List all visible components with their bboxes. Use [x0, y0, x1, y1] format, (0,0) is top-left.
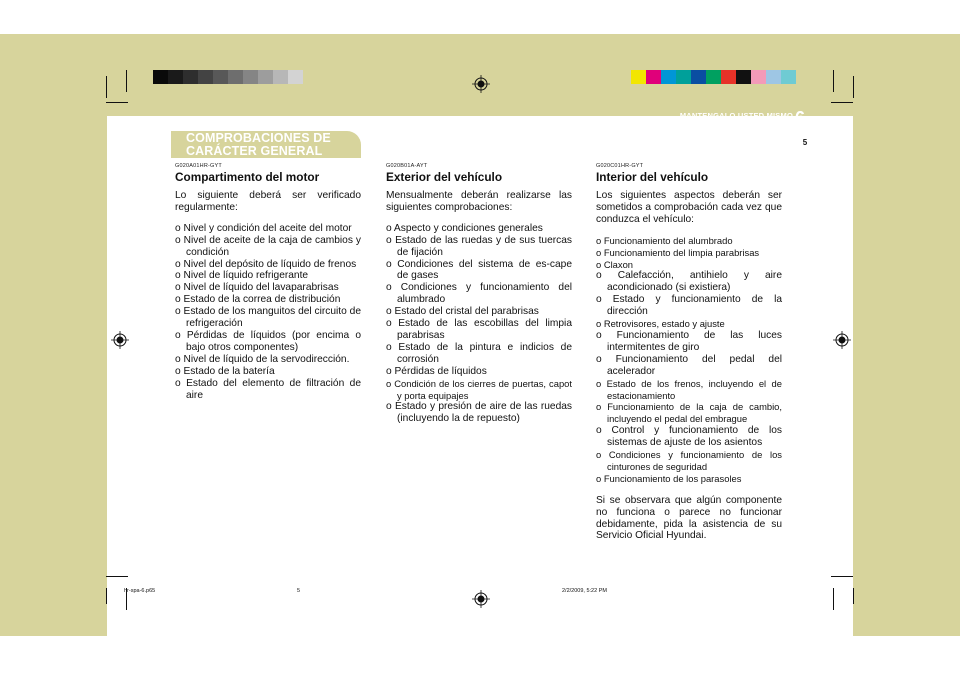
section-code: G020B01A-AYT [386, 163, 428, 169]
section-title: COMPROBACIONES DE CARÁCTER GENERAL [186, 131, 331, 158]
list-item: o Estado de las escobillas del limpia parabrisas [386, 318, 572, 341]
gray-swatch [288, 70, 303, 84]
color-swatch [661, 70, 676, 84]
list-item: o Control y funcionamiento de los sistemas de ajuste de los asientos [596, 425, 782, 449]
list-item: o Estado de las ruedas y de sus tuercas de fijación [386, 234, 572, 258]
gray-swatch [273, 70, 288, 84]
registration-mark-icon [111, 331, 129, 349]
color-swatch [721, 70, 736, 84]
color-calibration-strip [631, 70, 796, 84]
section-heading: Exterior del vehículo [386, 170, 503, 184]
gray-swatch [228, 70, 243, 84]
list-item: o Aspecto y condiciones generales [386, 222, 543, 234]
list-item: o Estado de los frenos, incluyendo el de estacionamiento [596, 377, 782, 401]
registration-mark-icon [472, 75, 490, 93]
gray-swatch [168, 70, 183, 84]
list-item: o Retrovisores, estado y ajuste [596, 318, 725, 330]
list-item: o Condición de los cierres de puertas, capot y porta equipajes [386, 377, 572, 401]
list-item: o Funcionamiento del alumbrado [596, 234, 733, 246]
list-item: o Claxon [596, 258, 634, 270]
list-item: o Estado y funcionamiento de la dirección [596, 294, 782, 318]
list-item: o Nivel del depósito de líquido de frenos [175, 258, 357, 270]
list-item: o Calefacción, antihielo y aire acondicionado (si existiera) [596, 270, 782, 294]
list-item: o Condiciones y funcionamiento de los cinturones de seguridad [596, 449, 782, 472]
checklist [386, 223, 572, 425]
gray-swatch [258, 70, 273, 84]
list-item: o Funcionamiento de la caja de cambio, incluyendo el pedal del embrague [596, 401, 782, 425]
gray-swatch [183, 70, 198, 84]
list-item: o Estado del elemento de filtración de aire [175, 377, 361, 401]
list-item: o Estado de la correa de distribución [175, 294, 341, 306]
page-number: 5 [802, 138, 808, 147]
chapter-number: 6 [795, 108, 806, 128]
color-swatch [676, 70, 691, 84]
color-swatch [631, 70, 646, 84]
section-heading: Compartimento del motor [175, 170, 320, 184]
column-interior [596, 163, 782, 542]
checklist [175, 223, 361, 402]
list-item: o Pérdidas de líquidos (por encima o bajo otros componentes) [175, 329, 361, 353]
color-swatch [766, 70, 781, 84]
list-item: o Pérdidas de líquidos [386, 365, 487, 377]
column-engine [175, 163, 361, 401]
list-item: o Nivel de líquido refrigerante [175, 270, 309, 282]
list-item: o Nivel de líquido de la servodirección. [175, 353, 350, 365]
section-intro: Mensualmente deberán realizarse las siguientes comprobaciones: [386, 190, 572, 213]
list-item: o Condiciones y funcionamiento del alumbrado [386, 282, 572, 306]
list-item: o Funcionamiento del pedal del acelerador [596, 353, 782, 377]
grayscale-calibration-strip [153, 70, 303, 84]
section-code: G020C01HR-GYT [596, 163, 644, 169]
list-item: o Funcionamiento del limpia parabrisas [596, 246, 760, 258]
chapter-label: MANTENGALO USTED MISMO [679, 111, 793, 120]
section-code: G020A01HR-GYT [175, 163, 222, 169]
color-swatch [706, 70, 721, 84]
footer-filename: hr-spa-6.p65 [124, 588, 156, 594]
list-item: o Nivel de líquido del lavaparabrisas [175, 282, 339, 294]
list-item: o Estado de la pintura e indicios de corrosión [386, 341, 572, 365]
list-item: o Funcionamiento de los parasoles [596, 472, 742, 484]
gray-swatch [198, 70, 213, 84]
gray-swatch [213, 70, 228, 84]
list-item: o Estado y presión de aire de las ruedas (incluyendo la de repuesto) [386, 401, 572, 425]
list-item: o Nivel y condición del aceite del motor [175, 222, 352, 234]
list-item: o Estado de la batería [175, 365, 275, 377]
footer-page: 5 [297, 588, 301, 594]
color-swatch [736, 70, 751, 84]
color-swatch [646, 70, 661, 84]
section-intro: Lo siguiente deberá ser verificado regularmente: [175, 190, 361, 213]
section-intro: Los siguientes aspectos deberán ser sometidos a comprobación cada vez que conduzca el vehículo: [596, 190, 782, 225]
column-exterior [386, 163, 572, 425]
checklist [596, 235, 782, 485]
closing-paragraph: Si se observara que algún componente no funciona o parece no funcionar debidamente, pida la asistencia de su Servicio Oficial Hyundai. [596, 494, 782, 542]
registration-mark-icon [833, 331, 851, 349]
list-item: o Estado de los manguitos del circuito de refrigeración [175, 306, 361, 330]
color-swatch [751, 70, 766, 84]
list-item: o Nivel de aceite de la caja de cambios y condición [175, 234, 361, 258]
list-item: o Condiciones del sistema de es-cape de gases [386, 258, 572, 282]
list-item: o Estado del cristal del parabrisas [386, 306, 539, 318]
gray-swatch [153, 70, 168, 84]
color-swatch [781, 70, 796, 84]
color-swatch [691, 70, 706, 84]
list-item: o Funcionamiento de las luces intermitentes de giro [596, 329, 782, 353]
gray-swatch [243, 70, 258, 84]
section-heading: Interior del vehículo [596, 170, 709, 184]
footer-date: 2/2/2009, 5:22 PM [562, 588, 607, 594]
registration-mark-icon [472, 590, 490, 608]
